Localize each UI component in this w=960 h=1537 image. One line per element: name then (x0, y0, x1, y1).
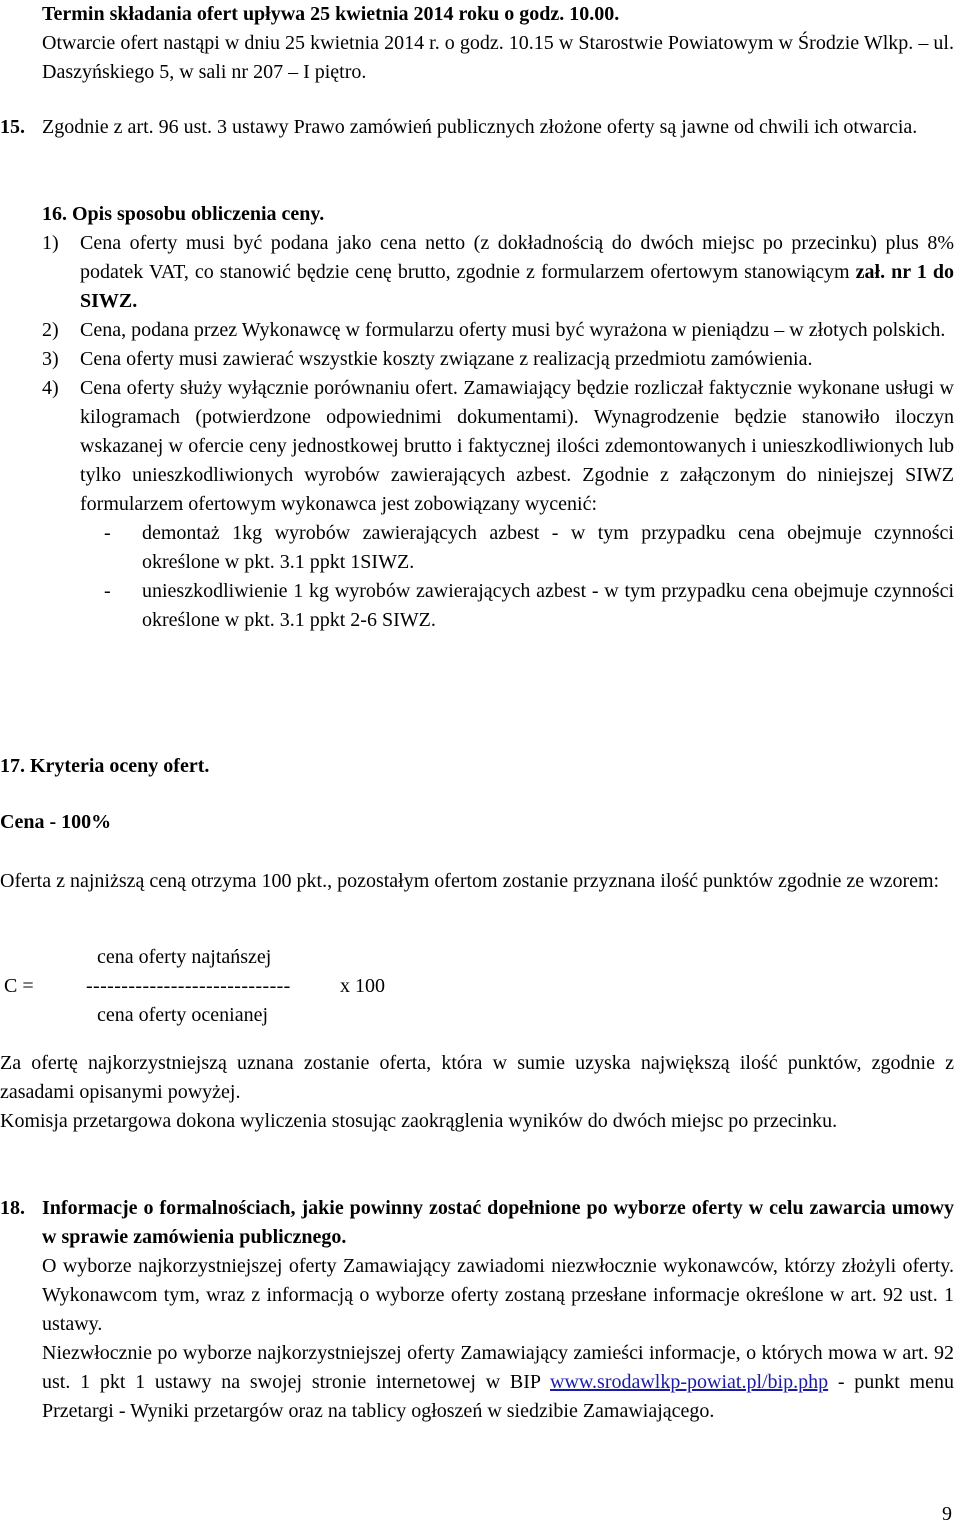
section-18-number: 18. (0, 1197, 25, 1219)
bullet-dismantling (0, 519, 954, 577)
winning-offer-text: Za ofertę najkorzystniejszą uznana zostanie oferta, która w sumie uzyska największą ilość punktów, zgodnie z zasadami opisanymi powyżej. (0, 1052, 954, 1103)
formula-multiplier: x 100 (340, 975, 385, 997)
item-number: 1) (42, 232, 59, 254)
item-number: 4) (42, 377, 59, 399)
formula-denominator: cena oferty ocenianej (97, 1004, 269, 1026)
bullet-dash: - (104, 522, 111, 544)
item-text: Cena oferty musi być podana jako cena netto (z dokładnością do dwóch miejsc po przecinku) plus 8% podatek VAT, co stanowić będzie cenę brutto, zgodnie z formularzem ofertowym stanowiącym (80, 232, 954, 283)
section-15-text: Zgodnie z art. 96 ust. 3 ustawy Prawo zamówień publicznych złożone oferty są jawne od chwili ich otwarcia. (42, 116, 918, 138)
item-text: Cena, podana przez Wykonawcę w formularzu oferty musi być wyrażona w pieniądzu – w złotych polskich. (80, 319, 946, 341)
price-item-2 (0, 316, 954, 345)
item-text: Cena oferty służy wyłącznie porównaniu ofert. Zamawiający będzie rozliczał faktycznie wykonane usługi w kilogramach (potwierdzone odpowiednimi dokumentami). Wynagrodzenie będzie stanowiło iloczyn wskazanej w ofercie ceny jednostkowej brutto i faktycznej ilości zdemontowanych i unieszkodliwionych lub tylko unieszkodliwionych wyrobów zawierających azbest. Zgodnie z załączonym do niniejszej SIWZ formularzem ofertowym wykonawca jest zobowiązany wycenić: (80, 377, 954, 515)
item-text: Cena oferty musi zawierać wszystkie koszty związane z realizacją przedmiotu zamówienia. (80, 348, 813, 370)
section-18-title: Informacje o formalnościach, jakie powinny zostać dopełnione po wyborze oferty w celu zawarcia umowy w sprawie zamówienia publicznego. (42, 1197, 954, 1248)
attachment-reference: zał. nr 1 do SIWZ. (80, 261, 954, 312)
bullet-dash: - (104, 580, 111, 602)
bip-text-after: - punkt menu Przetargi - Wyniki przetargów oraz na tablicy ogłoszeń w siedzibie Zamawiającego. (42, 1371, 954, 1422)
rounding-text: Komisja przetargowa dokona wyliczenia stosując zaokrąglenia wyników do dwóch miejsc po przecinku. (0, 1110, 838, 1132)
section-16 (0, 200, 954, 635)
bip-link[interactable]: www.srodawlkp-powiat.pl/bip.php (550, 1371, 829, 1393)
section-16-title: 16. Opis sposobu obliczenia ceny. (42, 203, 325, 225)
price-criterion: Cena - 100% (0, 811, 112, 833)
item-number: 3) (42, 348, 59, 370)
deadline-heading: Termin składania ofert upływa 25 kwietnia 2014 roku o godz. 10.00. (42, 3, 620, 25)
formula-fraction-bar: ----------------------------- (86, 975, 291, 997)
section-18 (0, 1194, 954, 1426)
scoring-text: Oferta z najniższą ceną otrzyma 100 pkt., pozostałym ofertom zostanie przyznana ilość punktów zgodnie ze wzorem: (0, 870, 940, 892)
opening-info: Otwarcie ofert nastąpi w dniu 25 kwietnia 2014 r. o godz. 10.15 w Starostwie Powiatowym w Środzie Wlkp. – ul. Daszyńskiego 5, w sali nr 207 – I piętro. (42, 32, 954, 83)
bullet-neutralization (0, 577, 954, 635)
formula-lhs: C = (4, 975, 34, 997)
item-number: 2) (42, 319, 59, 341)
notification-text: O wyborze najkorzystniejszej oferty Zamawiający zawiadomi niezwłocznie wykonawców, którzy złożyli oferty. Wykonawcom tym, wraz z informacją o wyborze oferty zostaną przesłane informacje określone w art. 92 ust. 1 ustawy. (42, 1255, 954, 1335)
formula-numerator: cena oferty najtańszej (97, 946, 272, 968)
bip-text-before: Niezwłocznie po wyborze najkorzystniejszej oferty Zamawiający zamieści informacje, o których mowa w art. 92 ust. 1 pkt 1 ustawy na swojej stronie internetowej w BIP (42, 1342, 954, 1393)
scoring-intro (0, 867, 954, 896)
page-number: 9 (942, 1503, 952, 1525)
section-15 (0, 113, 954, 142)
price-item-1 (0, 229, 954, 316)
criterion-block (0, 808, 954, 837)
bullet-text: unieszkodliwienie 1 kg wyrobów zawierających azbest - w tym przypadku cena obejmuje czynności określone w pkt. 3.1 ppkt 2-6 SIWZ. (142, 580, 954, 631)
section-17 (0, 752, 954, 781)
bip-publication (0, 1339, 954, 1426)
price-item-3 (0, 345, 954, 374)
section-17-title: 17. Kryteria oceny ofert. (0, 755, 210, 777)
bullet-text: demontaż 1kg wyrobów zawierających azbest - w tym przypadku cena obejmuje czynności określone w pkt. 3.1 ppkt 1SIWZ. (142, 522, 954, 573)
price-item-4 (0, 374, 954, 519)
section-15-number: 15. (0, 116, 25, 138)
deadline-block (0, 0, 954, 87)
winning-offer-info (0, 1049, 954, 1136)
price-formula (0, 943, 954, 1030)
